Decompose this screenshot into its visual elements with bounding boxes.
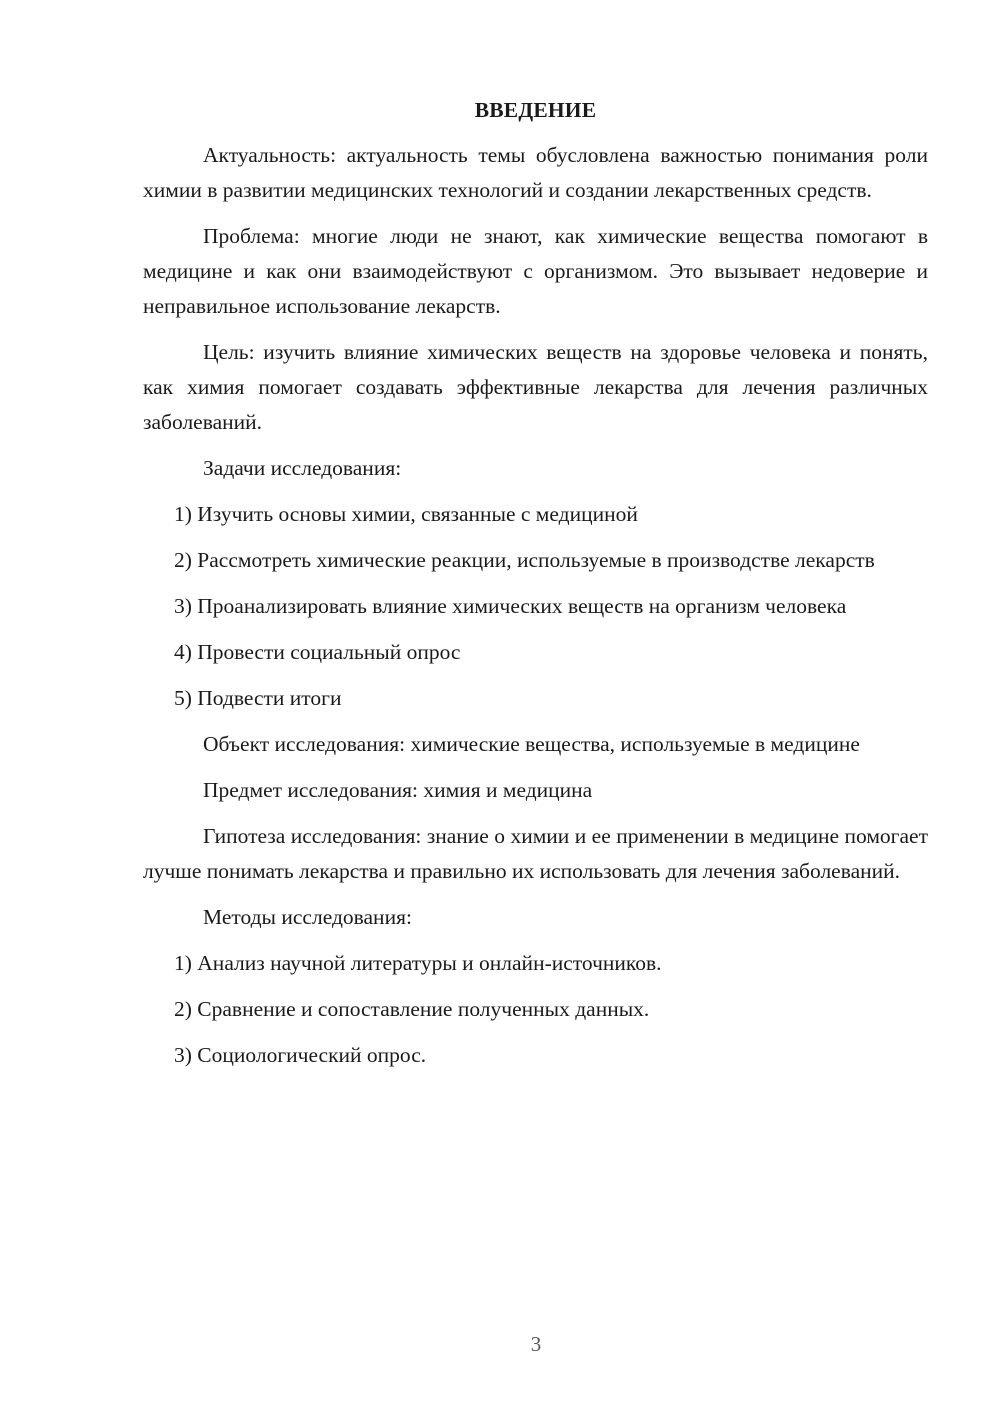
section-title: ВВЕДЕНИЕ: [474, 98, 597, 122]
method-item: 3) Социологический опрос.: [174, 1043, 427, 1067]
tasks-heading: Задачи исследования:: [203, 456, 402, 480]
task-item: 2) Рассмотреть химические реакции, используемые в производстве лекарств: [174, 548, 875, 572]
methods-list: [143, 946, 928, 1073]
problem-paragraph: Проблема: многие люди не знают, как химические вещества помогают в медицине и как они взаимодействуют с организмом. Это вызывает недоверие и неправильное использование лекарств.: [143, 224, 928, 318]
method-item: 1) Анализ научной литературы и онлайн-источников.: [174, 951, 662, 975]
task-item: 4) Провести социальный опрос: [174, 640, 461, 664]
task-item: 1) Изучить основы химии, связанные с медициной: [174, 502, 638, 526]
subject-paragraph: Предмет исследования: химия и медицина: [203, 778, 593, 802]
task-item: 3) Проанализировать влияние химических веществ на организм человека: [174, 594, 847, 618]
method-item: 2) Сравнение и сопоставление полученных данных.: [174, 997, 650, 1021]
relevance-paragraph: Актуальность: актуальность темы обусловлена важностью понимания роли химии в развитии медицинских технологий и создании лекарственных средств.: [143, 143, 928, 202]
page-number: 3: [530, 1332, 542, 1356]
task-item: 5) Подвести итоги: [174, 686, 342, 710]
object-paragraph: Объект исследования: химические вещества, используемые в медицине: [203, 732, 860, 756]
tasks-list: [143, 497, 928, 716]
methods-heading: Методы исследования:: [203, 905, 412, 929]
page-content: [143, 93, 928, 1084]
hypothesis-paragraph: Гипотеза исследования: знание о химии и ее применении в медицине помогает лучше понимать лекарства и правильно их использовать для лечения заболеваний.: [143, 824, 928, 883]
goal-paragraph: Цель: изучить влияние химических веществ на здоровье человека и понять, как химия помогает создавать эффективные лекарства для лечения различных заболеваний.: [143, 340, 928, 434]
